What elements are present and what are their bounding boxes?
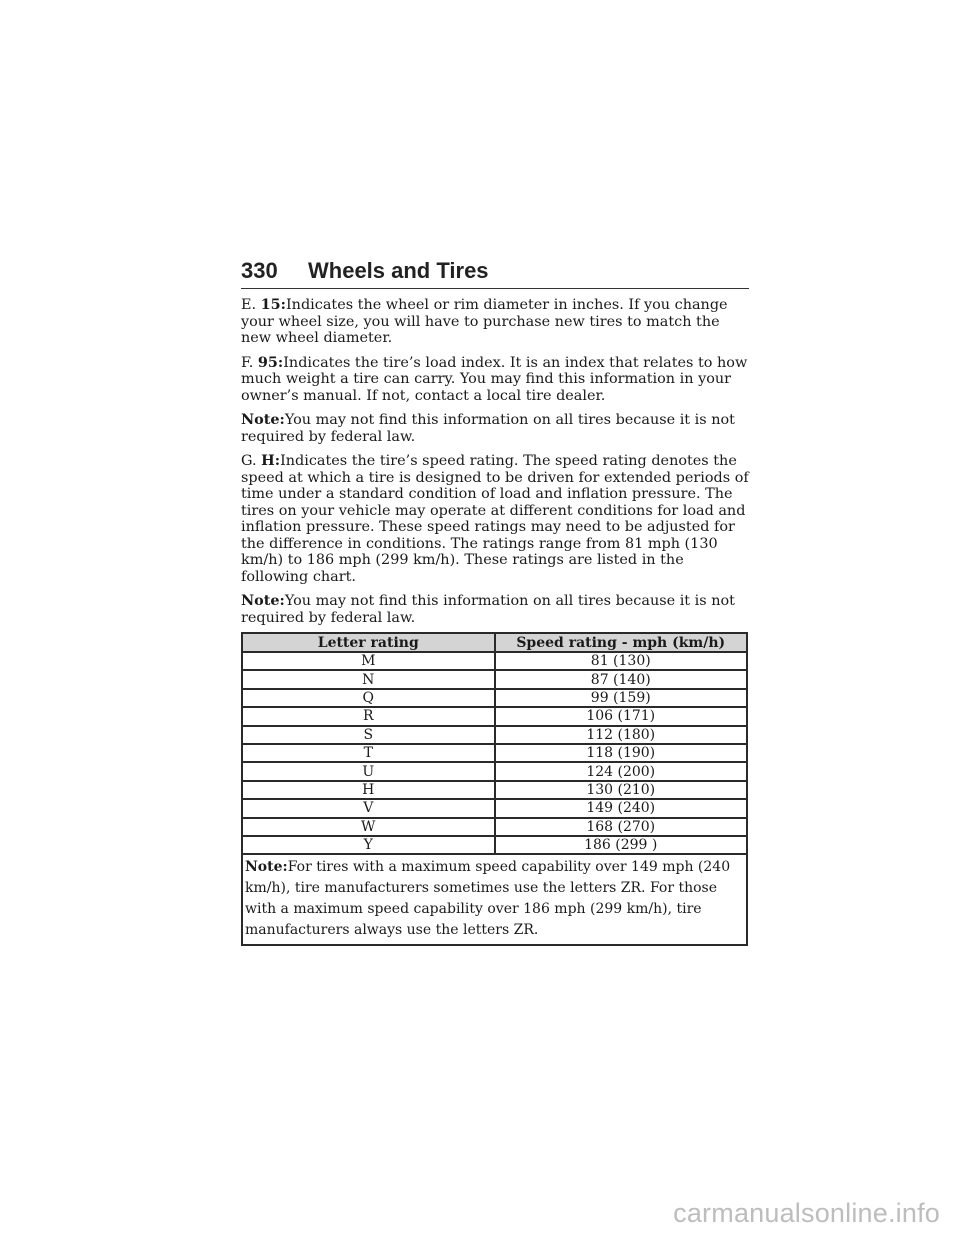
item-key: 15: (260, 296, 286, 313)
speed-rating-table (241, 632, 748, 946)
letter-cell: H (242, 781, 495, 799)
speed-cell: 81 (130) (495, 652, 748, 670)
table-note (242, 854, 747, 945)
note-label: Note: (241, 592, 285, 609)
letter-cell: Y (242, 836, 495, 854)
speed-cell: 149 (240) (495, 799, 748, 817)
page-header (241, 252, 749, 289)
section-title: Wheels and Tires (308, 258, 489, 283)
table-row (242, 744, 747, 762)
letter-cell: Q (242, 689, 495, 707)
item-key: H: (261, 452, 281, 469)
item-letter: E. (241, 297, 261, 313)
letter-cell: U (242, 762, 495, 780)
item-text: Indicates the tire’s load index. It is an index that relates to how much weight a tire can carry. You may find this information in your owner’s manual. If not, contact a local tire dealer. (241, 354, 748, 404)
speed-cell: 168 (270) (495, 818, 748, 836)
note-paragraph (241, 412, 749, 445)
paragraph-e (241, 297, 749, 347)
speed-cell: 112 (180) (495, 726, 748, 744)
speed-cell: 99 (159) (495, 689, 748, 707)
table-row (242, 836, 747, 854)
speed-cell: 124 (200) (495, 762, 748, 780)
note-text: You may not find this information on all tires because it is not required by federal law. (241, 593, 735, 626)
table-row (242, 726, 747, 744)
note-label: Note: (241, 411, 285, 428)
letter-cell: W (242, 818, 495, 836)
table-row (242, 707, 747, 725)
letter-cell: S (242, 726, 495, 744)
column-header-letter-rating: Letter rating (242, 633, 495, 652)
table-row (242, 689, 747, 707)
speed-cell: 106 (171) (495, 707, 748, 725)
paragraph-g (241, 453, 749, 585)
item-text: Indicates the wheel or rim diameter in inches. If you change your wheel size, you will have to purchase new tires to match the new wheel diameter. (241, 297, 728, 346)
note-label: Note: (245, 859, 288, 876)
note-text: For tires with a maximum speed capability over 149 mph (240 km/h), tire manufacturers sometimes use the letters ZR. For those with a maximum speed capability over 186 mph (299 km/h), tire manufacturers always use the letters ZR. (245, 859, 731, 939)
note-text: You may not find this information on all tires because it is not required by federal law. (241, 412, 735, 445)
table-row (242, 799, 747, 817)
page-content (241, 297, 749, 946)
column-header-speed-rating: Speed rating - mph (km/h) (495, 633, 748, 652)
table-row (242, 818, 747, 836)
speed-cell: 87 (140) (495, 670, 748, 688)
page-number: 330 (241, 258, 278, 283)
paragraph-f (241, 355, 749, 405)
letter-cell: N (242, 670, 495, 688)
item-key: 95: (257, 353, 284, 371)
site-watermark: carmanualsonline.info (673, 1198, 940, 1228)
speed-cell: 186 (299 ) (495, 836, 748, 854)
table-row (242, 762, 747, 780)
letter-cell: T (242, 744, 495, 762)
item-text: Indicates the tire’s speed rating. The speed rating denotes the speed at which a tire is designed to be driven for extended periods of time under a standard condition of load and inflation pressure. The tires on your vehicle may operate at different conditions for load and inflation pressure. These speed ratings may need to be adjusted for the difference in conditions. The ratings range from 81 mph (130 km/h) to 186 mph (299 km/h). These ratings are listed in the following chart. (241, 453, 749, 585)
note-paragraph (241, 593, 749, 626)
table-row (242, 781, 747, 799)
letter-cell: V (242, 799, 495, 817)
speed-cell: 130 (210) (495, 781, 748, 799)
table-row (242, 652, 747, 670)
speed-cell: 118 (190) (495, 744, 748, 762)
item-letter: G. (241, 453, 262, 469)
table-note-row (242, 854, 747, 945)
item-letter: F. (241, 354, 258, 371)
letter-cell: M (242, 652, 495, 670)
letter-cell: R (242, 707, 495, 725)
table-row (242, 670, 747, 688)
table-header-row (242, 633, 747, 652)
